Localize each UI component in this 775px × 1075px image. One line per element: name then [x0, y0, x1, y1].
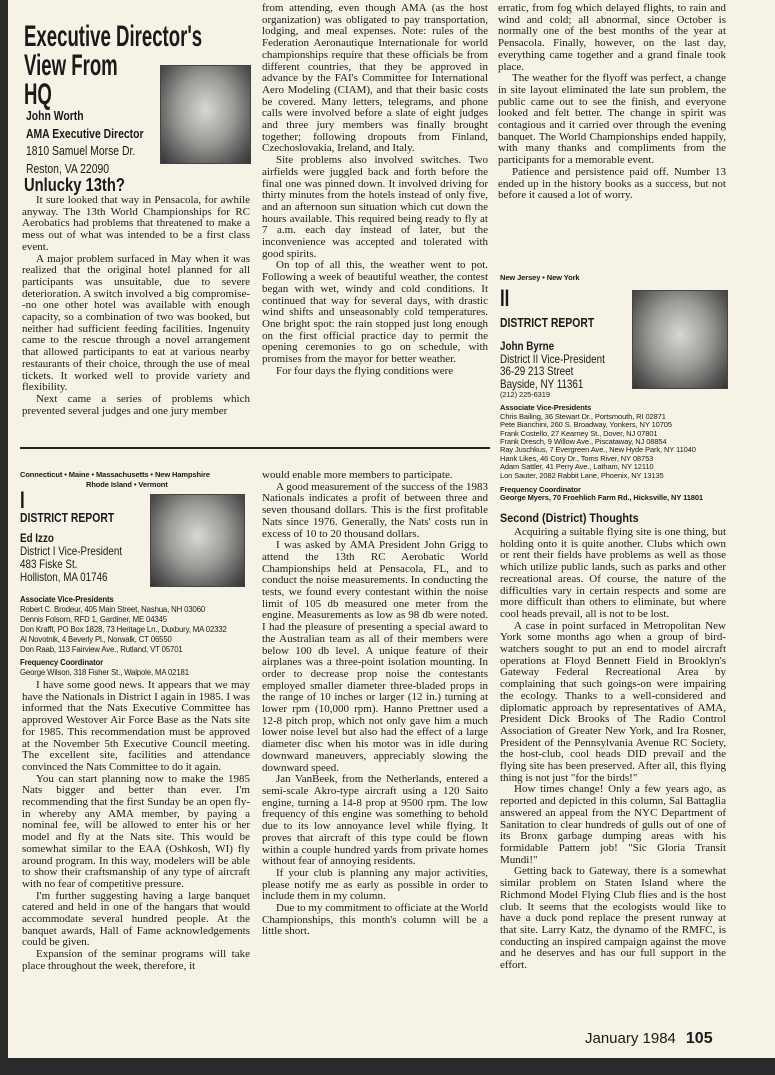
vp-role: District II Vice-President	[500, 351, 605, 366]
frequency-coordinator: George Wilson, 318 Fisher St., Walpole, MA 02181	[20, 668, 189, 677]
title-line: View From	[24, 49, 118, 82]
paragraph: Acquiring a suitable flying site is one thing, but holding onto it is quite another. Clubs which own or rent their fields have problems as well as those which utilize public lands, such as parks and other recreational areas. Of course, the nature of the difficulties vary in certain respects and some are more difficult than others to eliminate, but where cool heads prevail, all is not to be lost.	[500, 526, 726, 620]
section-divider	[20, 447, 490, 449]
associate-item: Dennis Folsom, RFD 1, Gardiner, ME 04345	[20, 615, 167, 624]
associate-item: Hank Likes, 46 Cory Dr., Toms River, NY 08753	[500, 453, 654, 463]
page-bottom-shadow	[0, 1058, 775, 1075]
paragraph: How times change! Only a few years ago, as reported and depicted in this column, Sal Battaglia answered an appeal from the NYC Department of Sanitation to clear hundreds of gulls out of one of its Bronx garbage dumping areas with his formidable Pattern job! "Sic Gloria Transit Mundi!"	[500, 783, 726, 866]
district-numeral: II	[500, 285, 510, 312]
page-number: 105	[685, 1030, 713, 1047]
paragraph: erratic, from fog which delayed flights, to rain and wind and cold; all abnormal, since October is normally one of the best months of the year at Pensacola. Finally, however, on the last day, everything came together and a grand finale took place.	[498, 2, 726, 73]
hq-column-3	[498, 3, 726, 202]
paragraph: A major problem surfaced in May when it was realized that the original hotel planned for all participants was unsuitable, due to severe deterioration. A switch involved a big compromise--no one other hotel was available with enough capacity, so a combination of two was booked, but neither had sufficient feeding facilities. Ingenuity came to the rescue through a novel arrangement that allowed participants to eat at various nearby restaurants of their choice, through the use of meal tickets. It worked well to provide variety and flexibility.	[22, 252, 250, 394]
paragraph: Patience and persistence paid off. Number 13 ended up in the history books as a success, but not before it caused a lot of worry.	[498, 165, 726, 202]
paragraph: If your club is planning any major activities, please notify me as early as possible in order to include them in my column.	[262, 866, 488, 903]
paragraph: The weather for the flyoff was perfect, a change in site layout eliminated the late sun problem, the public came out to see the finish, and everyone looked and felt better. The change in spirit was contagious and it carried over through the evening banquet. The World Championships ended happily, with many thanks and compliments from the participants for a memorable event.	[498, 72, 726, 167]
page-edge-shadow	[0, 0, 8, 1075]
john-byrne-photo	[632, 290, 728, 389]
paragraph: It sure looked that way in Pensacola, for awhile anyway. The 13th World Championships for RC Aerobatics had problems that threatened to make a mess out of what was intended to be a first class event.	[22, 194, 250, 253]
associate-item: Lon Sauter, 2082 Rabbit Lane, Phoenix, NY 13135	[500, 470, 664, 480]
ed-izzo-photo	[150, 494, 245, 587]
issue-date: January 1984	[585, 1030, 676, 1047]
vp-block	[20, 532, 122, 584]
paragraph: A case in point surfaced in Metropolitan New York some months ago when a group of bird-watchers sought to put an end to model aircraft operations at Floyd Bennett Field in Brooklyn's Gateway Federal Recreational Area by complaining that such goings-on were impairing the ecology. Thanks to a well-considered and diplomatic approach by representatives of AMA, President Dick Brooks of The Radio Control Association of Greater New York, and Ira Rosner, President of the Pennsylvania Avenue RC Society, the host-club, cool heads DID prevail and the flying site has been preserved. After all, this flying thing is not just "for the birds!"	[500, 619, 726, 784]
associate-item: Pete Bianchini, 260 S. Broadway, Yonkers, NY 10705	[500, 420, 672, 430]
hq-column-2	[262, 3, 488, 378]
associates-list	[20, 595, 227, 678]
article-heading: Unlucky 13th?	[24, 175, 125, 195]
vp-name: John Byrne	[500, 339, 555, 353]
title-line: Executive Director's	[24, 20, 203, 53]
john-worth-photo	[160, 65, 251, 164]
paragraph: I was asked by AMA President John Grigg to attend the 13th RC Aerobatic World Championships held at Pensacola, FL, and to conduct the noise measurements. In conducting the tests, we found every contestant within the noise limit of 105 db measured one meter from the engine. Measurements as low as 98 db were noted. I had the pleasure of presenting a special award to the Australian team as all of their members were below 100 db level. A unique feature of their airplanes was a three-point isolation mounting. In order to decrease prop noise the contestants employed smaller diameter three-bladed props in the range of 10 inches or larger (12 in.) turning at lower rpm (10,000 rpm). Hanno Prettner used a 12-8 pitch prop, which not only gave him a much lower noise level but also had the effect of a large diameter disc when his motor was in idle during downward maneuvers, appreciably slowing the downward speed.	[262, 539, 488, 774]
paragraph: A good measurement of the success of the 1983 Nationals indicates a profit of between three and seven thousand dollars. This is the first profitable Nats since 1976. Generally, the Nats' costs run in excess of 10 to 20 thousand dollars.	[262, 480, 488, 540]
hq-column-1	[22, 195, 250, 417]
paragraph: Getting back to Gateway, there is a somewhat similar problem on Staten Island where the Richmond Model Flying Club flies and is the host club. It seems that the ecologists would like to have a duck pond replace the present runway at that site. Larry Katz, the dynamo of the RMFC, is conducting an inspired campaign against the move and he deserves and has our full support in the effort.	[500, 865, 726, 972]
vp-name: Ed Izzo	[20, 531, 54, 545]
frequency-label: Frequency Coordinator	[500, 485, 581, 495]
district-report-label: DISTRICT REPORT	[500, 315, 595, 330]
paragraph: Jan VanBeek, from the Netherlands, entered a semi-scale Akro-type aircraft using a 120 Saito engine, turning a 14-8 prop at 9500 rpm. The low frequency of this engine was something to behold due to its low annoyance level while flying. It proves that aircraft of this type could be flown within a couple hundred yards from private homes without fear of annoying residents.	[262, 773, 488, 868]
paragraph: On top of all this, the weather went to pot. Following a week of beautiful weather, the contest began with wet, windy and cold conditions. It continued that way for several days, with drastic wind shifts and unseasonably cold temperatures. One bright spot: the rain stopped just long enough on the first official practice day to permit the opening ceremonies to go on schedule, with promises from the mayor for better weather.	[262, 259, 488, 366]
address-line: Bayside, NY 11361	[500, 376, 584, 391]
associate-item: Frank Dresch, 9 Willow Ave., Piscataway, NJ 08854	[500, 437, 667, 447]
author-block	[26, 107, 144, 177]
associate-item: Ray Juschkus, 7 Evergreen Ave., New Hyde Park, NY 11040	[500, 445, 696, 455]
associate-item: Don Raab, 113 Fairview Ave., Rutland, VT 05701	[20, 645, 183, 654]
address-line: Reston, VA 22090	[26, 160, 110, 176]
paragraph: Due to my commitment to officiate at the World Championships, this month's column will be a little short.	[262, 902, 488, 938]
associate-item: Don Krafft, PO Box 1828, 73 Heritage Ln., Duxbury, MA 02332	[20, 625, 227, 634]
paragraph: I have some good news. It appears that we may have the Nationals in District I again in 1985. I was informed that the Nats Executive Committee has approved Westover Air Force Base as the Nats site for 1985. This recommendation must be approved at the November 5th Executive Council meeting. The excellent site, facilities and attendance convinced the Nats Committee to do it again.	[22, 679, 250, 773]
district1-states	[20, 470, 210, 490]
address-line: 36-29 213 Street	[500, 364, 574, 378]
title-line: HQ	[24, 78, 52, 111]
associate-item: Al Novotnik, 4 Beverly Pl., Norwalk, CT 06550	[20, 635, 172, 644]
district1-column-1	[22, 680, 250, 973]
associate-item: Frank Costello, 27 Kearney St., Dover, NJ 07801	[500, 428, 658, 438]
states-list: Connecticut • Maine • Massachusetts • New Hampshire	[20, 470, 210, 479]
article-heading: Second (District) Thoughts	[500, 511, 639, 525]
paragraph: would enable more members to participate.	[262, 469, 453, 481]
vp-role: District I Vice-President	[20, 544, 123, 558]
paragraph: Site problems also involved switches. Two airfields were juggled back and forth before the final one was pinned down. It involved driving for thirty minutes from the hotels instead of only five, and an afternoon sun situation which cut down the hours available. This required being ready to fly at 7 a.m. each day instead of later, but the inconvenience was accepted and tolerated with good spirits.	[262, 154, 488, 260]
associates-label: Associate Vice-Presidents	[20, 595, 114, 604]
page-footer	[585, 1030, 713, 1048]
author-title: AMA Executive Director	[26, 125, 144, 141]
frequency-coordinator: George Myers, 70 Froehlich Farm Rd., Hicksville, NY 11801	[500, 493, 704, 503]
address-line: 483 Fiske St.	[20, 557, 78, 571]
associates-list	[500, 391, 703, 503]
frequency-label: Frequency Coordinator	[20, 658, 104, 667]
paragraph: from attending, even though AMA (as the host organization) was obligated to pay transportation, lodging, and meal expenses. Note: rules of the Federation Aeronautique Internationale for world championships require that these officials be from different countries, that they be approved in advance by the FAI's Committee for International Aero Modeling (CIAM), and that their basic costs be covered. Many letters, telegrams, and phone calls were involved before a slate of eight judges and three jury members was finally brought together; following dropouts from Finland, Czechoslovakia, Ireland, and Italy.	[262, 2, 488, 155]
district-report-label: DISTRICT REPORT	[20, 510, 115, 525]
states-list: New Jersey • New York	[500, 273, 580, 282]
associate-item: Chris Bailing, 36 Stewart Dr., Portsmouth, RI 02871	[500, 411, 666, 421]
paragraph: You can start planning now to make the 1985 Nats bigger and better than ever. I'm recommending that the first Sunday be an open fly-in whereby any AMA member, by paying a nominal fee, will be allowed to enter his or her model and fly at the Nats site. This would be somewhat similar to the EAA (Oshkosh, WI) fly around program. In this way, modelers will be able to show their craftsmanship of any type of aircraft with no fear of competitive pressure.	[22, 772, 250, 890]
district-numeral: I	[20, 487, 25, 514]
address-line: Holliston, MA 01746	[20, 570, 108, 584]
district2-article	[500, 527, 726, 972]
states-list: Rhode Island • Vermont	[86, 480, 168, 489]
paragraph: Expansion of the seminar programs will take place throughout the week, therefore, it	[22, 948, 250, 972]
address-line: 1810 Samuel Morse Dr.	[26, 143, 136, 158]
paragraph: I'm further suggesting having a large banquet catered and held in one of the hangars that would accommodate several hundred people. At the banquet awards, Hall of Fame acknowledgements could be given.	[22, 889, 250, 949]
district1-column-2	[262, 470, 488, 938]
paragraph: For four days the flying conditions were	[276, 364, 454, 377]
associates-label: Associate Vice-Presidents	[500, 403, 592, 413]
associate-item: Robert C. Brodeur, 405 Main Street, Nashua, NH 03060	[20, 605, 206, 614]
paragraph: Next came a series of problems which prevented several judges and one jury member	[22, 392, 250, 417]
phone-number: (212) 225-6319	[500, 390, 550, 399]
associate-item: Adam Sattler, 41 Perry Ave., Latham, NY 12110	[500, 462, 654, 472]
author-name: John Worth	[26, 108, 84, 123]
vp-block	[500, 340, 605, 390]
